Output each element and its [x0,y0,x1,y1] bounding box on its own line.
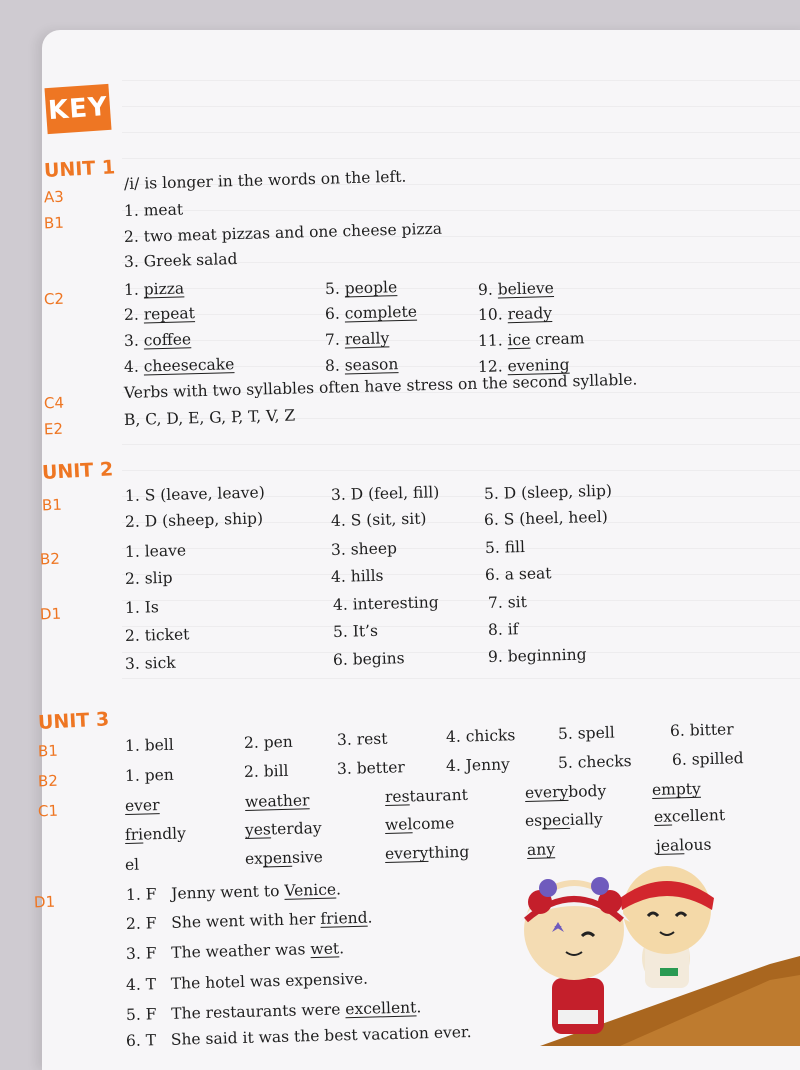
answer-item: 3. better [336,758,406,778]
answer-item: 6. spilled [671,749,744,769]
answer-item: 2. repeat [123,304,196,324]
answer-item: 5. fill [484,537,526,557]
answer-item: 9. beginning [487,645,587,666]
answer-item: 3. sheep [330,539,398,559]
answer-item: 12. evening [477,355,570,376]
section-c2: C2 [43,289,65,309]
answer-item: 5. spell [557,723,615,743]
answer-item: 1. S (leave, leave) [124,483,266,505]
answer-item: 8. if [487,620,519,639]
section-b1: B1 [43,213,65,233]
answer-item: 6. bitter [669,720,734,740]
answer-c4: Verbs with two syllables often have stress on the second syllable. [123,370,638,402]
answer-item: 1. pizza [123,279,185,299]
section-b2: B2 [39,549,61,569]
true-false-item: 5. F The restaurants were excellent. [125,998,422,1024]
unit-3-heading: UNIT 3 [37,708,110,734]
answer-item: 7. really [324,329,390,349]
answer-line: 3. Greek salad [123,250,238,271]
section-b2: B2 [37,771,59,791]
stress-word: friendly [124,824,187,844]
answer-item: 4. interesting [332,593,439,614]
answer-item: 2. pen [243,732,294,752]
stress-word: excellent [653,806,726,826]
answer-item: 10. ready [477,304,553,324]
answer-item: 2. ticket [124,625,190,645]
answer-item: 2. slip [124,568,173,588]
answer-item: 1. leave [124,541,187,561]
answer-item: 3. D (feel, fill) [330,483,440,504]
stress-word: restaurant [384,785,469,806]
answer-item: 11. ice cream [477,329,585,350]
figurines-photo [470,860,800,1046]
answer-item: 3. rest [336,729,388,749]
answer-line: 2. two meat pizzas and one cheese pizza [123,219,443,246]
answer-item: 4. hills [330,566,384,586]
answer-item: 5. checks [557,752,632,772]
stress-word: el [124,855,140,874]
true-false-item: 2. F She went with her friend. [125,908,373,933]
stress-word: especially [524,809,604,830]
stress-word: welcome [384,814,455,834]
answer-item: 6. a seat [484,564,552,584]
stress-word: yesterday [244,818,322,839]
section-d1: D1 [33,892,56,912]
figurine-left [520,877,630,1034]
figurine-right [620,866,714,988]
stress-word: jealous [655,835,712,855]
answer-item: 6. complete [324,302,418,323]
answer-item: 4. S (sit, sit) [330,509,427,530]
true-false-item: 6. T She said it was the best vacation ever. [125,1022,472,1050]
answer-a3: /i/ is longer in the words on the left. [123,167,407,193]
stress-word: empty [651,779,702,799]
answer-e2: B, C, D, E, G, P, T, V, Z [123,406,296,429]
key-badge: KEY [44,84,111,134]
true-false-item: 1. F Jenny went to Venice. [125,880,342,904]
unit-1-heading: UNIT 1 [43,156,116,182]
answer-item: 3. sick [124,653,176,673]
answer-item: 9. believe [477,279,555,299]
answer-item: 1. pen [124,765,175,785]
answer-item: 5. It’s [332,621,379,641]
answer-item: 3. coffee [123,330,192,350]
answer-item: 4. Jenny [445,755,511,775]
section-a3: A3 [43,187,65,207]
section-d1: D1 [39,604,62,624]
answer-item: 6. begins [332,649,405,669]
answer-item: 2. D (sheep, ship) [124,509,264,531]
answer-item: 1. Is [124,598,160,617]
stress-word: everything [384,842,470,863]
answer-item: 6. S (heel, heel) [483,507,608,529]
answer-item: 4. chicks [445,726,516,746]
section-c1: C1 [37,801,59,821]
section-e2: E2 [43,419,64,439]
unit-2-heading: UNIT 2 [41,458,114,484]
true-false-item: 3. F The weather was wet. [125,939,345,963]
true-false-item: 4. T The hotel was expensive. [125,969,369,994]
answer-item: 8. season [324,355,399,375]
answer-item: 5. people [324,278,398,298]
answer-item: 4. cheesecake [123,355,235,376]
stress-word: weather [244,791,310,811]
section-b1: B1 [37,741,59,761]
section-b1: B1 [41,495,63,515]
answer-item: 2. bill [243,761,289,781]
stress-word: any [526,840,556,859]
stress-word: everybody [524,781,607,802]
answer-item: 5. D (sleep, slip) [483,481,613,503]
answer-item: 7. sit [487,592,528,612]
stress-word: ever [124,796,160,815]
answer-item: 1. bell [124,735,174,755]
section-c4: C4 [43,393,65,413]
answer-line: 1. meat [123,200,184,220]
stress-word: expensive [244,847,324,868]
